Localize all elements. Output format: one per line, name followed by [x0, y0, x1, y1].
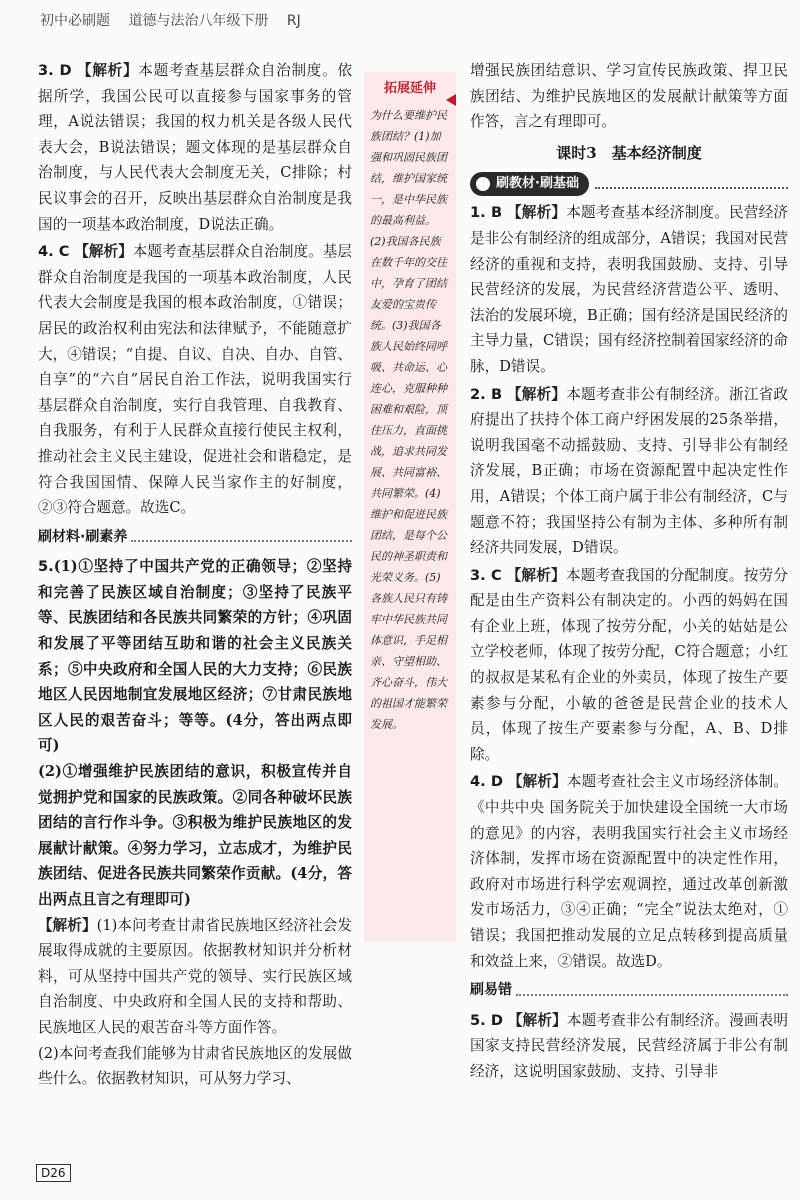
left-column: [38, 58, 352, 1092]
answer-4: 4. C 【解析】本题考查基层群众自治制度。基层群众自治制度是我国的一项基本政治制度，人民代表大会制度是我国的根本政治制度，①错误；居民的政治权利由宪法和法律赋予，不能随意扩大，④错误；“自提、自议、自决、自办、自管、自享”的“六自”居民自治工作法，说明我国实行基层群众自治制度，实行自我管理、自我教育、自我服务，有利于人民群众直接行使民主权利，推动社会主义民主建设，促进社会和谐稳定，是符合我国国情、保障人民当家作主的好制度，②③符合题意。故选C。: [38, 243, 352, 517]
lesson-title: 课时3 基本经济制度: [556, 143, 702, 162]
answer-r3: 3. C 【解析】本题考查我国的分配制度。按劳分配是由生产资料公有制决定的。小西的妈妈在国有企业上班，体现了按劳分配，小关的姑姑是公立学校老师，体现了按劳分配，C符合题意；小红的叔叔是某私有企业的外卖员，体现了按生产要素参与分配，小敏的爸爸是民营企业的技术人员，体现了按生产要素参与分配，A、B、D排除。: [470, 566, 788, 763]
answer-5-analysis: 【解析】(1)本问考查甘肃省民族地区经济社会发展取得成就的主要原因。依据教材知识并分析材料，可从坚持中国共产党的领导、实行民族区域自治制度、中央政府和全国人民的支持和帮助、民族地区人民的艰苦奋斗等方面作答。: [38, 916, 352, 1036]
answer-3: 3. D 【解析】本题考查基层群众自治制度。依据所学，我国公民可以直接参与国家事务的管理，A说法错误；我国的权力机关是各级人民代表大会，B说法错误；题文体现的是基层群众自治制度，与人民代表大会制度无关，C排除；村民议事会的召开，反映出基层群众自治制度是我国的一项基本政治制度，D说法正确。: [38, 62, 352, 233]
answer-r1: 1. B 【解析】本题考查基本经济制度。民营经济是非公有制经济的组成部分，A错误；我国对民营经济的重视和支持，表明我国鼓励、支持、引导民营经济的发展，为民营经济营造公平、透明、法治的发展环境，B正确；国有经济是国民经济的主导力量，C错误；国有经济控制着国家经济的命脉，D错误。: [470, 204, 789, 375]
page-number: D26: [36, 1164, 71, 1182]
answer-r5: 5. D 【解析】本题考查非公有制经济。漫画表明国家支持民营经济发展，民营经济属于非公有制经济，这说明国家鼓励、支持、引导非: [470, 1011, 788, 1080]
extension-text: 为什么要维护民族团结？(1)加强和巩固民族团结，维护国家统一，是中华民族的最高利益。(2)我国各民族在数千年的交往中，孕育了团结友爱的宝贵传统。(3)我国各族人民始终同呼吸、共命运、心连心，克服种种困难和艰险，顶住压力，直面挑战，追求共同发展、共同富裕、共同繁荣。(4)维护和促进民族团结，是每个公民的神圣职责和光荣义务。(5)各族人民只有铸牢中华民族共同体意识，手足相亲、守望相助、齐心奋斗，伟大的祖国才能繁荣发展。: [370, 109, 447, 731]
answer-5-part1: 5.(1)①坚持了中国共产党的正确领导；②坚持和完善了民族区域自治制度；③坚持了民族平等、民族团结和各民族共同繁荣的方针；④巩固和发展了平等团结互助和谐的社会主义民族关系；⑤中央政府和全国人民的大力支持；⑥民族地区人民因地制宜发展地区经济；⑦甘肃民族地区人民的艰苦奋斗；等等。(4分，答出两点即可): [38, 558, 352, 755]
section-heading-errors: 刷易错: [470, 978, 788, 1004]
answer-5-analysis-2: (2)本问考查我们能够为甘肃省民族地区的发展做些什么。依据教材知识，可从努力学习、: [38, 1044, 352, 1088]
series-title: 初中必刷题: [40, 13, 110, 29]
answer-5-part2: (2)①增强维护民族团结的意识，积极宣传并自觉拥护党和国家的民族政策。②同各种破坏民族团结的言行作斗争。③积极为维护民族地区的发展献计献策。④努力学习，立志成才，为维护民族团结、促进各民族共同繁荣作贡献。(4分，答出两点且言之有理即可): [38, 763, 352, 908]
answer-r2: 2. B 【解析】本题考查非公有制经济。浙江省政府提出了扶持个体工商户纾困发展的25条举措，说明我国毫不动摇鼓励、支持、引导非公有制经济发展，B正确；市场在资源配置中起决定性作用，A错误；个体工商户属于非公有制经济，C与题意不符；我国坚持公有制为主体、多种所有制经济共同发展，D错误。: [470, 385, 789, 557]
answer-5-continued: 增强民族团结意识、学习宣传民族政策、捍卫民族团结、为维护民族地区的发展献计献策等方面作答，言之有理即可。: [470, 62, 788, 131]
extension-sidebar: [364, 72, 456, 942]
section-heading-material: 刷材料·刷素养: [38, 525, 352, 551]
right-column: [470, 58, 788, 1087]
answer-r4: 4. D 【解析】本题考查社会主义市场经济体制。《中共中央 国务院关于加快建设全国统一大市场的意见》的内容，表明我国实行社会主义市场经济体制，发挥市场在资源配置中的决定性作用，政府对市场进行科学宏观调控，通过改革创新激发市场活力，③④正确；“完全”说法太绝对，①错误；我国把推动发展的立足点转移到提高质量和效益上来，②错误。故选D。: [470, 773, 788, 970]
section-badge-textbook: 刷教材·刷基础: [470, 172, 788, 196]
badge-icon: [476, 177, 490, 191]
edition-label: RJ: [286, 13, 301, 29]
book-title: 道德与法治八年级下册: [128, 13, 269, 29]
extension-title: 拓展延伸: [383, 81, 436, 96]
page-header: [40, 10, 780, 36]
arrow-icon: [446, 94, 456, 106]
